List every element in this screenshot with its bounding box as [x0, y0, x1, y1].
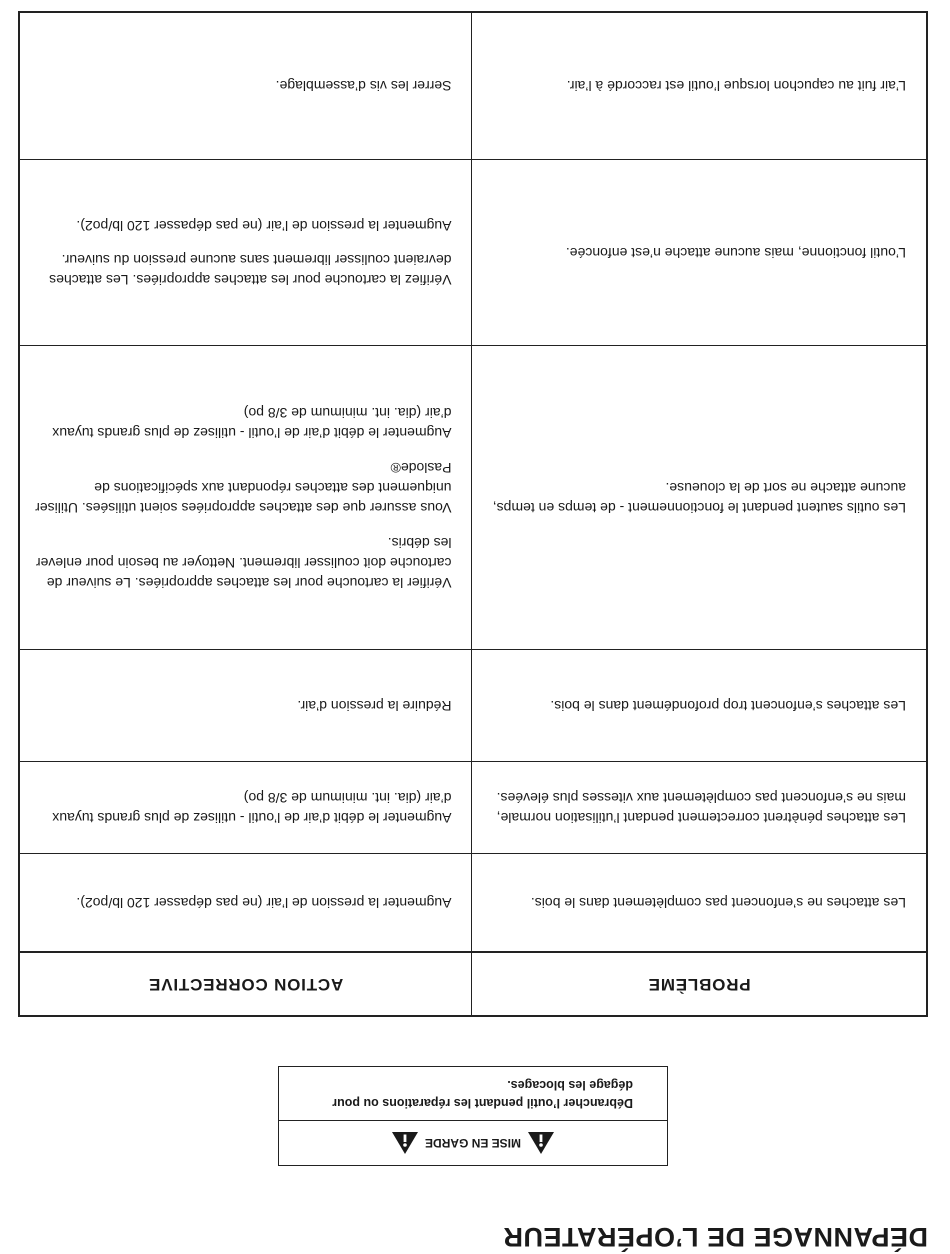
warning-triangle-icon [527, 1131, 555, 1155]
action-text: Augmenter la pression de l’air (ne pas dépasser 120 lb/po2). [76, 894, 452, 911]
action-cell [19, 854, 472, 952]
table-row [19, 762, 927, 854]
warning-box [278, 1066, 668, 1166]
problem-cell: Les attaches pénètrent correctement pendant l’utilisation normale, mais ne s’enfoncent pas complètement aux vitesses plus élevées. [472, 762, 927, 854]
table-row [19, 160, 927, 346]
problem-cell: Les attaches s’enfoncent trop profondément dans le bois. [472, 650, 927, 762]
table-row [19, 346, 927, 650]
problem-cell: Les outils sautent pendant le fonctionnement - de temps en temps, aucune attache ne sort de la clouеuse. [472, 346, 927, 650]
action-text: Vous assurer que des attaches appropriées soient utilisées. Utiliser uniquement des attaches répondant aux spécifications de Paslode® [35, 459, 452, 517]
header-problem: PROBLÈME [472, 952, 927, 1016]
action-text: Augmenter le débit d’air de l’outil - utilisez de plus grands tuyaux d’air (dia. int. minimum de 3/8 po) [52, 790, 452, 827]
table-row [19, 854, 927, 952]
action-cell [19, 346, 472, 650]
warning-triangle-icon [391, 1131, 419, 1155]
action-text: Serrer les vis d’assemblage. [275, 78, 452, 95]
warning-label: MISE EN GARDE [425, 1136, 522, 1150]
action-cell [19, 650, 472, 762]
action-cell [19, 160, 472, 346]
problem-cell: L’outil fonctionne, mais aucune attache n’est enfoncée. [472, 160, 927, 346]
action-text: Augmenter le débit d’air de l’outil - utilisez de plus grands tuyaux d’air (dia. int. minimum de 3/8 po) [52, 405, 452, 442]
action-text: Réduire la pression d’air. [297, 698, 452, 715]
action-cell [19, 762, 472, 854]
action-text: Augmenter la pression de l’air (ne pas dépasser 120 lb/po2). [76, 217, 452, 234]
problem-cell: Les attaches ne s’enfoncent pas complètement dans le bois. [472, 854, 927, 952]
troubleshooting-table [18, 11, 928, 1017]
warning-text: Débrancher l’outil pendant les réparations ou pour dégage les blocages. [332, 1077, 633, 1110]
warning-header [279, 1120, 667, 1165]
action-cell [19, 12, 472, 160]
table-row [19, 650, 927, 762]
header-action: ACTION CORRECTIVE [19, 952, 472, 1016]
action-text: Vérifiez la cartouche pour les attaches appropriées. Les attaches devraient coulisser librement sans aucune pression du suiveur. [49, 252, 452, 289]
problem-cell: L’air fuit au capuchon lorsque l’outil est raccordé à l’air. [472, 12, 927, 160]
page-title: DÉPANNAGE DE L’OPÉRATEUR [502, 1222, 928, 1252]
table-header-row [19, 952, 927, 1016]
action-text: Vérifier la cartouche pour les attaches appropriées. Le suiveur de cartouche doit coulisser librement. Nettoyer au besoin pour enlever les débris. [35, 534, 452, 592]
table-row [19, 12, 927, 160]
